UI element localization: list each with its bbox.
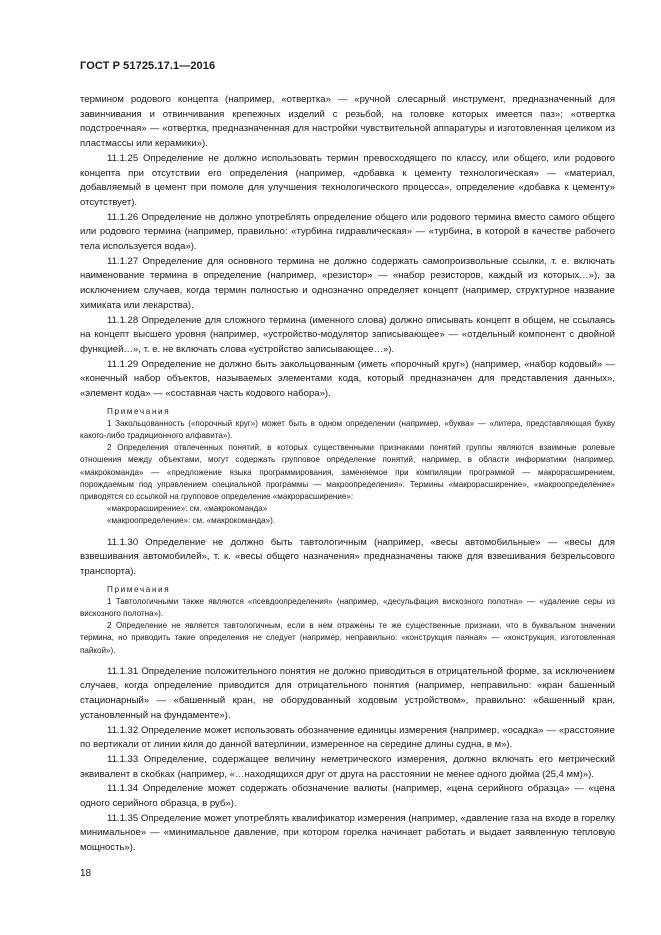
paragraph-11-1-33: 11.1.33 Определение, содержащее величину неметрического измерения, должно включать его метрический эквивалент в скобках (например, «…находящихся друг от друга на расстоянии не менее одного дюйма (25,4 мм)»). [80,753,615,780]
note-1: 1 Тавтологичными также являются «псевдоопределения» (например, «десульфация вискозного полотна» — «удаление серы из вискозного полотна»). [80,596,615,618]
paragraph-11-1-26: 11.1.26 Определение не должно употреблять определение общего или родового термина вместо самого общего или родового термина (например, правильно: «турбина гидравлическая» — «турбина, в которой в качестве рабочего тела используется вода»). [80,211,615,253]
paragraph-11-1-28: 11.1.28 Определение для сложного термина (именного слова) должно описывать концепт в общем, не ссылаясь на концепт высшего уровня (например, «устройство-модулятор записывающее» — «отдельный компонент с двойной функцией…», т. е. не включать слова «устройство записывающее…»). [80,314,615,355]
paragraph-11-1-30: 11.1.30 Определение не должно быть тавтологичным (например, «весы автомобильные» — «весы для взвешивания автомобилей», т. к. «весы общего назначения» предназначены также для взвешивания безрельсового транспорта). [80,536,615,577]
note-ref-macroexpansion: «макрорасширение»: см. «макрокоманда» [107,504,268,514]
paragraph-11-1-25: 11.1.25 Определение не должно использовать термин превосходящего по классу, или общего, или родового концепта при отсутствии его определения (например, «добавка к цементу технологическая» — «материал, добавляемый в цемент при помоле для улучшения технологического процесса», определение «добавка к цементу» отсутствует). [80,152,615,208]
note-1: 1 Закольцованность («порочный круг») может быть в одном определении (например, «буква» — «литера, представляющая букву какого-либо традиционного алфавита»). [80,418,615,440]
paragraph-11-1-32: 11.1.32 Определение может использовать обозначение единицы измерения (например, «осадка» — «расстояние по вертикали от линии киля до данной ватерлинии, измеренное на середине длины судна, в м»). [80,724,615,751]
note-ref-macrodefinition: «макроопределение»: см. «макрокоманда»). [107,516,276,526]
paragraph-11-1-35: 11.1.35 Определение может употреблять квалификатор измерения (например, «давление газа на входе в горелку минимальное» — «минимальное давление, при котором горелка начинает работать и выдает заявленную тепловую мощность»). [80,812,615,854]
spacer [80,528,615,536]
paragraph-11-1-34: 11.1.34 Определение может содержать обозначение валюты (например, «цена серийного образца» — «цена одного серийного образца, в руб»). [80,783,615,810]
paragraph-11-1-29: 11.1.29 Определение не должно быть закольцованным (иметь «порочный круг») (например, «набор кодовый» — «конечный набор объектов, называемых элементами кода, который предназначен для представления данных», «элемент кода» — «составная часть кодового набора»). [80,358,615,400]
paragraph-intro: термином родового концепта (например, «отвертка» — «ручной слесарный инструмент, предназначенный для завинчивания и отвинчивания крепежных изделий с резьбой, на головке которых имеется паз»; «отвертка подстроечная» — «отвертка, предназначенная для настройки чувствительной аппаратуры и изготовленная целиком из пластмассы или керамики»). [80,94,615,150]
document-header: ГОСТ Р 51725.17.1—2016 [80,60,216,72]
notes-title: Примечания [107,584,171,594]
notes-title: Примечания [107,406,171,416]
note-2: 2 Определения отвлеченных понятий, в которых существенными признаками понятий группы являются взаимные ролевые отношения между объектами, могут содержать групповое определение понятий, например, в области информатики (например, «макрокоманда» — «предложение языка программирования, заменяемое при компиляции программой — макрорасширением, порождаемым под управлением специальной программы — макроопределения». Термины «макрорасширение», «макроопределение» приводятся со ссылкой на групповое определение «макрорасширение»: [80,443,615,501]
spacer [80,657,615,665]
document-body [80,93,615,856]
page-number: 18 [80,868,92,879]
paragraph-11-1-31: 11.1.31 Определение положительного понятия не должно приводиться в отрицательной форме, за исключением случаев, когда определение приводится для отрицательного понятия (например, неправильно: «кран башенный стационарный» — «башенный кран, не оборудованный ходовым устройством», правильно: «башенный кран, установленный на фундаменте»). [80,665,615,721]
paragraph-11-1-27: 11.1.27 Определение для основного термина не должно содержать самопроизвольные ссылки, т. е. включать наименование термина в определение (например, «резистор» — «набор резисторов, каждый из которых…»), за исключением случаев, когда термин полностью и однозначно определяет концепт (например, структурное название химиката или лекарства). [80,255,615,311]
note-2: 2 Определение не является тавтологичным, если в нем отражены те же существенные признаки, что в буквальном значении термина, но приводить такие определения не следует (например, неправильно: «конструкция паяная» — «конструкция, изготовленная пайкой»). [80,621,615,655]
